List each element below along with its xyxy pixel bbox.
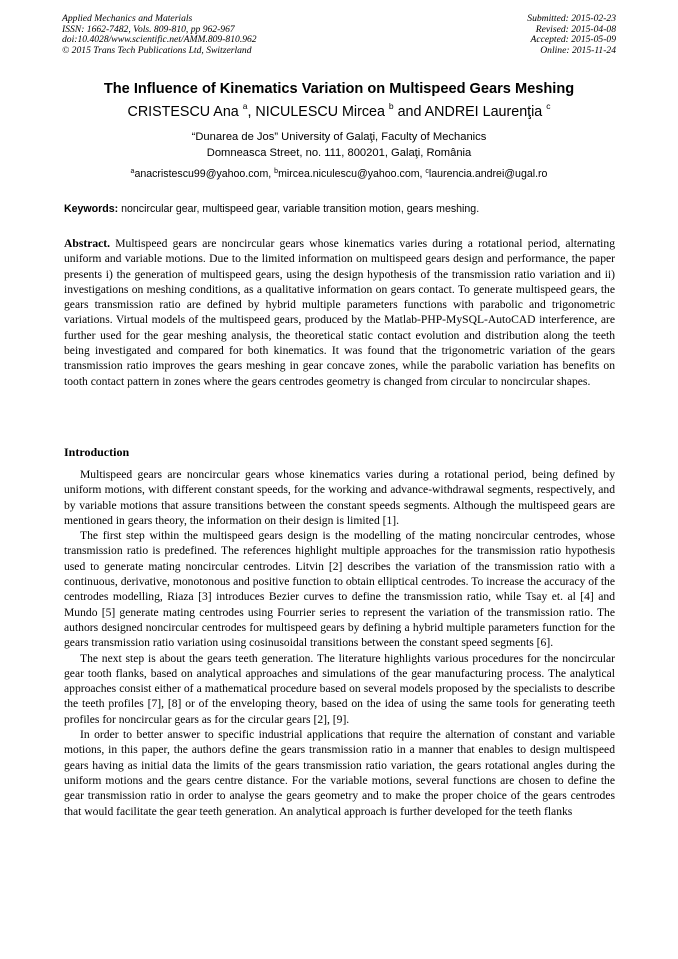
email-1-mark: a: [130, 168, 135, 175]
affiliation-line-1: “Dunarea de Jos” University of Galaţi, Faculty of Mechanics: [191, 131, 487, 143]
paragraph: In order to better answer to specific industrial applications that require the alternation of constant and variable motions, in this paper, the authors define the gears transmission ratio in a manner that enables to design multispeed gears having as initial data the limits of the gears transmission ratio variation, the gears rotational angles during the uniform motions and the gears centre distance. For the variable motions, several functions are chosen to define the gear transmission ratio in order to analyse the gears geometry and to make the proper choice of the gears centrodes that would facilitate the gear teeth generation. An analytical approach is further developed for the teeth flanks: [64, 728, 615, 818]
author-2-mark: b: [388, 101, 394, 111]
author-emails: [30, 168, 648, 180]
issn-line: ISSN: 1662-7482, Vols. 809-810, pp 962-967: [62, 23, 235, 35]
keywords: [64, 203, 624, 215]
author-1: CRISTESCU Ana: [127, 104, 239, 120]
paragraph: The first step within the multispeed gears design is the modelling of the mating noncircular centrodes, whose transmission ratio is predefined. The references highlight multiple approaches for the transmission ratio hypothesis used to generate mating noncircular centrodes. Litvin [2] describes the variation of the transmission ratio with a continuous, derivative, monotonous and positive function to obtain elliptical centrodes. To increase the accuracy of the centrodes modelling, Riaza [3] introduces Bezier curves to define the transmission ratio, while Tsay et. al [4] and Mundo [5] generate mating centrodes using Fourrier series to represent the variation of the transmission ratio. The authors designed noncircular centrodes for multispeed gears by defining a hybrid multiple parameters function for the gears transmission ratio variation using cosinusoidal transitions between the constant speed segments [6].: [64, 529, 615, 650]
revised-date: Revised: 2015-04-08: [535, 23, 616, 35]
journal-info: [62, 14, 257, 56]
email-2[interactable]: mircea.niculescu@yahoo.com,: [278, 168, 426, 180]
email-3[interactable]: laurencia.andrei@ugal.ro: [428, 168, 548, 180]
publication-dates: [527, 14, 616, 56]
email-1[interactable]: anacristescu99@yahoo.com,: [134, 168, 275, 180]
author-3: ANDREI Laurenţia: [424, 104, 543, 120]
paragraph: The next step is about the gears teeth generation. The literature highlights various procedures for the noncircular gear tooth flanks, based on analytical approaches and simulations of the gear manufacturing process. The analytical approaches consist either of a mathematical procedure based on several models proposed by the specialists to describe the teeth profiles [7], [8] or of the enveloping theory, based on the idea of using the same tools for generating teeth profiles for noncircular gears as for the circular gears [2], [9].: [64, 651, 615, 726]
section-heading-introduction: Introduction: [64, 445, 130, 459]
abstract-label: Abstract.: [64, 237, 111, 250]
copyright-line: © 2015 Trans Tech Publications Ltd, Switzerland: [62, 44, 252, 56]
keywords-text: noncircular gear, multispeed gear, variable transition motion, gears meshing.: [118, 203, 480, 215]
affiliation-line-2: Domneasca Street, no. 111, 800201, Galaţi, România: [206, 147, 472, 159]
online-date: Online: 2015-11-24: [540, 44, 616, 56]
author-list: [30, 101, 648, 120]
abstract-text: Multispeed gears are noncircular gears whose kinematics varies during a rotational period, alternating uniform and variable motions. Due to the limited information on multispeed gears design and performance, the paper presents i) the generation of multispeed gears, using the design hypothesis of the transmission ratio variation and ii) investigations on meshing conditions, as a qualitative information on gears contact. To generate multispeed gears, the gears transmission ratio are defined by hybrid multiple parameters functions with parabolic and trigonometric variations. Virtual models of the multispeed gears, produced by the Matlab-PHP-MySQL-AutoCAD interference, are further used for the gear meshing analysis, the theoretical static contact evolution and distribution along the teeth being investigated and compared for both kinematics. It was found that the trigonometric variation of the gears transmission ratio improves the gears meshing in gear concave zones, while the parabolic variation has benefits on tooth contact pattern in zones where the gears centrodes geometry is changed from circular to noncircular shapes.: [64, 237, 615, 388]
accepted-date: Accepted: 2015-05-09: [530, 34, 616, 46]
email-3-mark: c: [425, 168, 429, 175]
abstract: [64, 236, 615, 389]
email-2-mark: b: [274, 168, 279, 175]
author-3-mark: c: [546, 101, 551, 111]
author-separator: and: [393, 104, 425, 120]
introduction-body: [64, 467, 615, 819]
doi-line: doi:10.4028/www.scientific.net/AMM.809-810.962: [62, 34, 257, 46]
keywords-label: Keywords:: [64, 203, 119, 215]
paragraph: Multispeed gears are noncircular gears whose kinematics varies during a rotational period, being defined by uniform motions, with different constant speeds, for the working and advance-withdrawal segments, respectively, and by variable motions that assure transitions between the constant speeds segments. Although the multispeed gears are mentioned in gears theory, the information on their design is limited [1].: [64, 468, 615, 527]
journal-name: Applied Mechanics and Materials: [62, 13, 193, 24]
author-separator: ,: [247, 104, 256, 120]
paper-title: The Influence of Kinematics Variation on Multispeed Gears Meshing: [103, 81, 575, 97]
author-1-mark: a: [242, 101, 248, 111]
author-2: NICULESCU Mircea: [255, 104, 385, 120]
submitted-date: Submitted: 2015-02-23: [527, 13, 616, 24]
